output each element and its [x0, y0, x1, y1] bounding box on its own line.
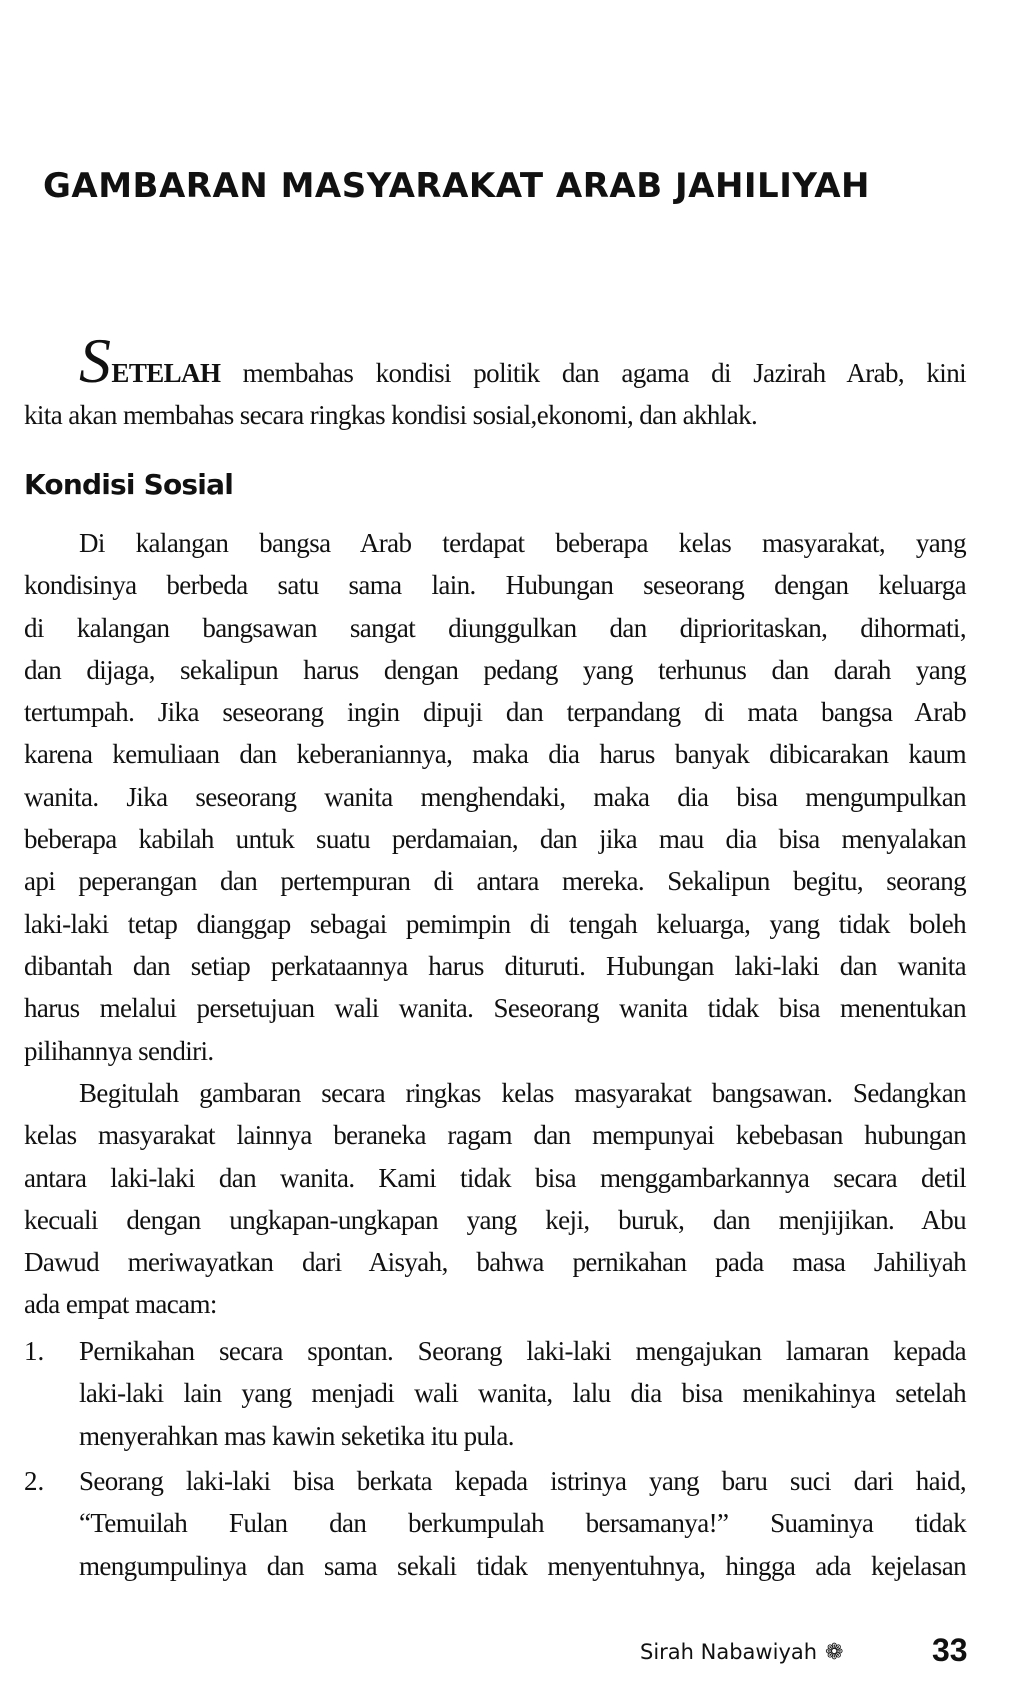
- paragraph-1: [24, 522, 966, 1072]
- text-line: “Temuilah Fulan dan berkumpulah bersamanya!” Suaminya tidak: [79, 1508, 966, 1539]
- intro-smallcaps: ETELAH: [111, 358, 221, 388]
- text-line: kondisinya berbeda satu sama lain. Hubungan seseorang dengan keluarga: [24, 570, 966, 601]
- chapter-title: GAMBARAN MASYARAKAT ARAB JAHILIYAH: [43, 166, 871, 206]
- text-line: dan dijaga, sekalipun harus dengan pedang yang terhunus dan darah yang: [24, 654, 966, 685]
- text-line: Pernikahan secara spontan. Seorang laki-laki mengajukan lamaran kepada: [79, 1336, 966, 1366]
- text-line: laki-laki tetap dianggap sebagai pemimpin di tengah keluarga, yang tidak boleh: [24, 908, 966, 939]
- text-line: beberapa kabilah untuk suatu perdamaian, dan jika mau dia bisa menyalakan: [24, 824, 966, 855]
- intro-line-1-text: membahas kondisi politik dan agama di Jazirah Arab, kini: [220, 358, 966, 388]
- text-line: Seorang laki-laki bisa berkata kepada istrinya yang baru suci dari haid,: [79, 1466, 966, 1496]
- intro-line-1: [24, 325, 966, 396]
- text-line: api peperangan dan pertempuran di antara mereka. Sekalipun begitu, seorang: [24, 866, 966, 897]
- text-line: dibantah dan setiap perkataannya harus dituruti. Hubungan laki-laki dan wanita: [24, 950, 966, 981]
- intro-line-2: kita akan membahas secara ringkas kondisi sosial,ekonomi, dan akhlak.: [24, 400, 758, 431]
- text-line: kelas masyarakat lainnya beraneka ragam dan mempunyai kebebasan hubungan: [24, 1120, 966, 1151]
- text-line: laki-laki lain yang menjadi wali wanita, lalu dia bisa menikahinya setelah: [79, 1378, 966, 1409]
- text-line: karena kemuliaan dan keberaniannya, maka dia harus banyak dibicarakan kaum: [24, 739, 966, 770]
- text-line: menyerahkan mas kawin seketika itu pula.: [79, 1420, 514, 1451]
- running-footer: [640, 1640, 843, 1665]
- floral-ornament-icon: ❁: [825, 1640, 844, 1665]
- drop-cap: S: [79, 325, 111, 396]
- text-line: wanita. Jika seseorang wanita menghendaki, maka dia bisa mengumpulkan: [24, 781, 966, 812]
- text-line: Begitulah gambaran secara ringkas kelas masyarakat bangsawan. Sedangkan: [79, 1078, 966, 1108]
- text-line: kecuali dengan ungkapan-ungkapan yang keji, buruk, dan menjijikan. Abu: [24, 1204, 966, 1235]
- book-title: Sirah Nabawiyah: [640, 1640, 818, 1664]
- section-heading: Kondisi Sosial: [24, 468, 233, 501]
- paragraph-2: [24, 1072, 966, 1326]
- text-line: Dawud meriwayatkan dari Aisyah, bahwa pernikahan pada masa Jahiliyah: [24, 1247, 966, 1278]
- text-line: pilihannya sendiri.: [24, 1035, 214, 1066]
- list-number: 2.: [24, 1466, 45, 1496]
- list-item-1: [24, 1330, 966, 1457]
- intro-paragraph: [24, 325, 966, 437]
- text-line: di kalangan bangsawan sangat diunggulkan dan diprioritaskan, dihormati,: [24, 612, 966, 643]
- text-line: antara laki-laki dan wanita. Kami tidak bisa menggambarkannya secara detil: [24, 1162, 966, 1193]
- page-number: 33: [932, 1632, 968, 1668]
- text-line: tertumpah. Jika seseorang ingin dipuji dan terpandang di mata bangsa Arab: [24, 697, 966, 728]
- text-line: mengumpulinya dan sama sekali tidak menyentuhnya, hingga ada kejelasan: [79, 1550, 966, 1581]
- list-item-2: [24, 1460, 966, 1587]
- text-line: ada empat macam:: [24, 1289, 217, 1320]
- text-line: harus melalui persetujuan wali wanita. Seseorang wanita tidak bisa menentukan: [24, 993, 966, 1024]
- text-line: Di kalangan bangsa Arab terdapat beberapa kelas masyarakat, yang: [79, 528, 966, 558]
- list-number: 1.: [24, 1336, 45, 1366]
